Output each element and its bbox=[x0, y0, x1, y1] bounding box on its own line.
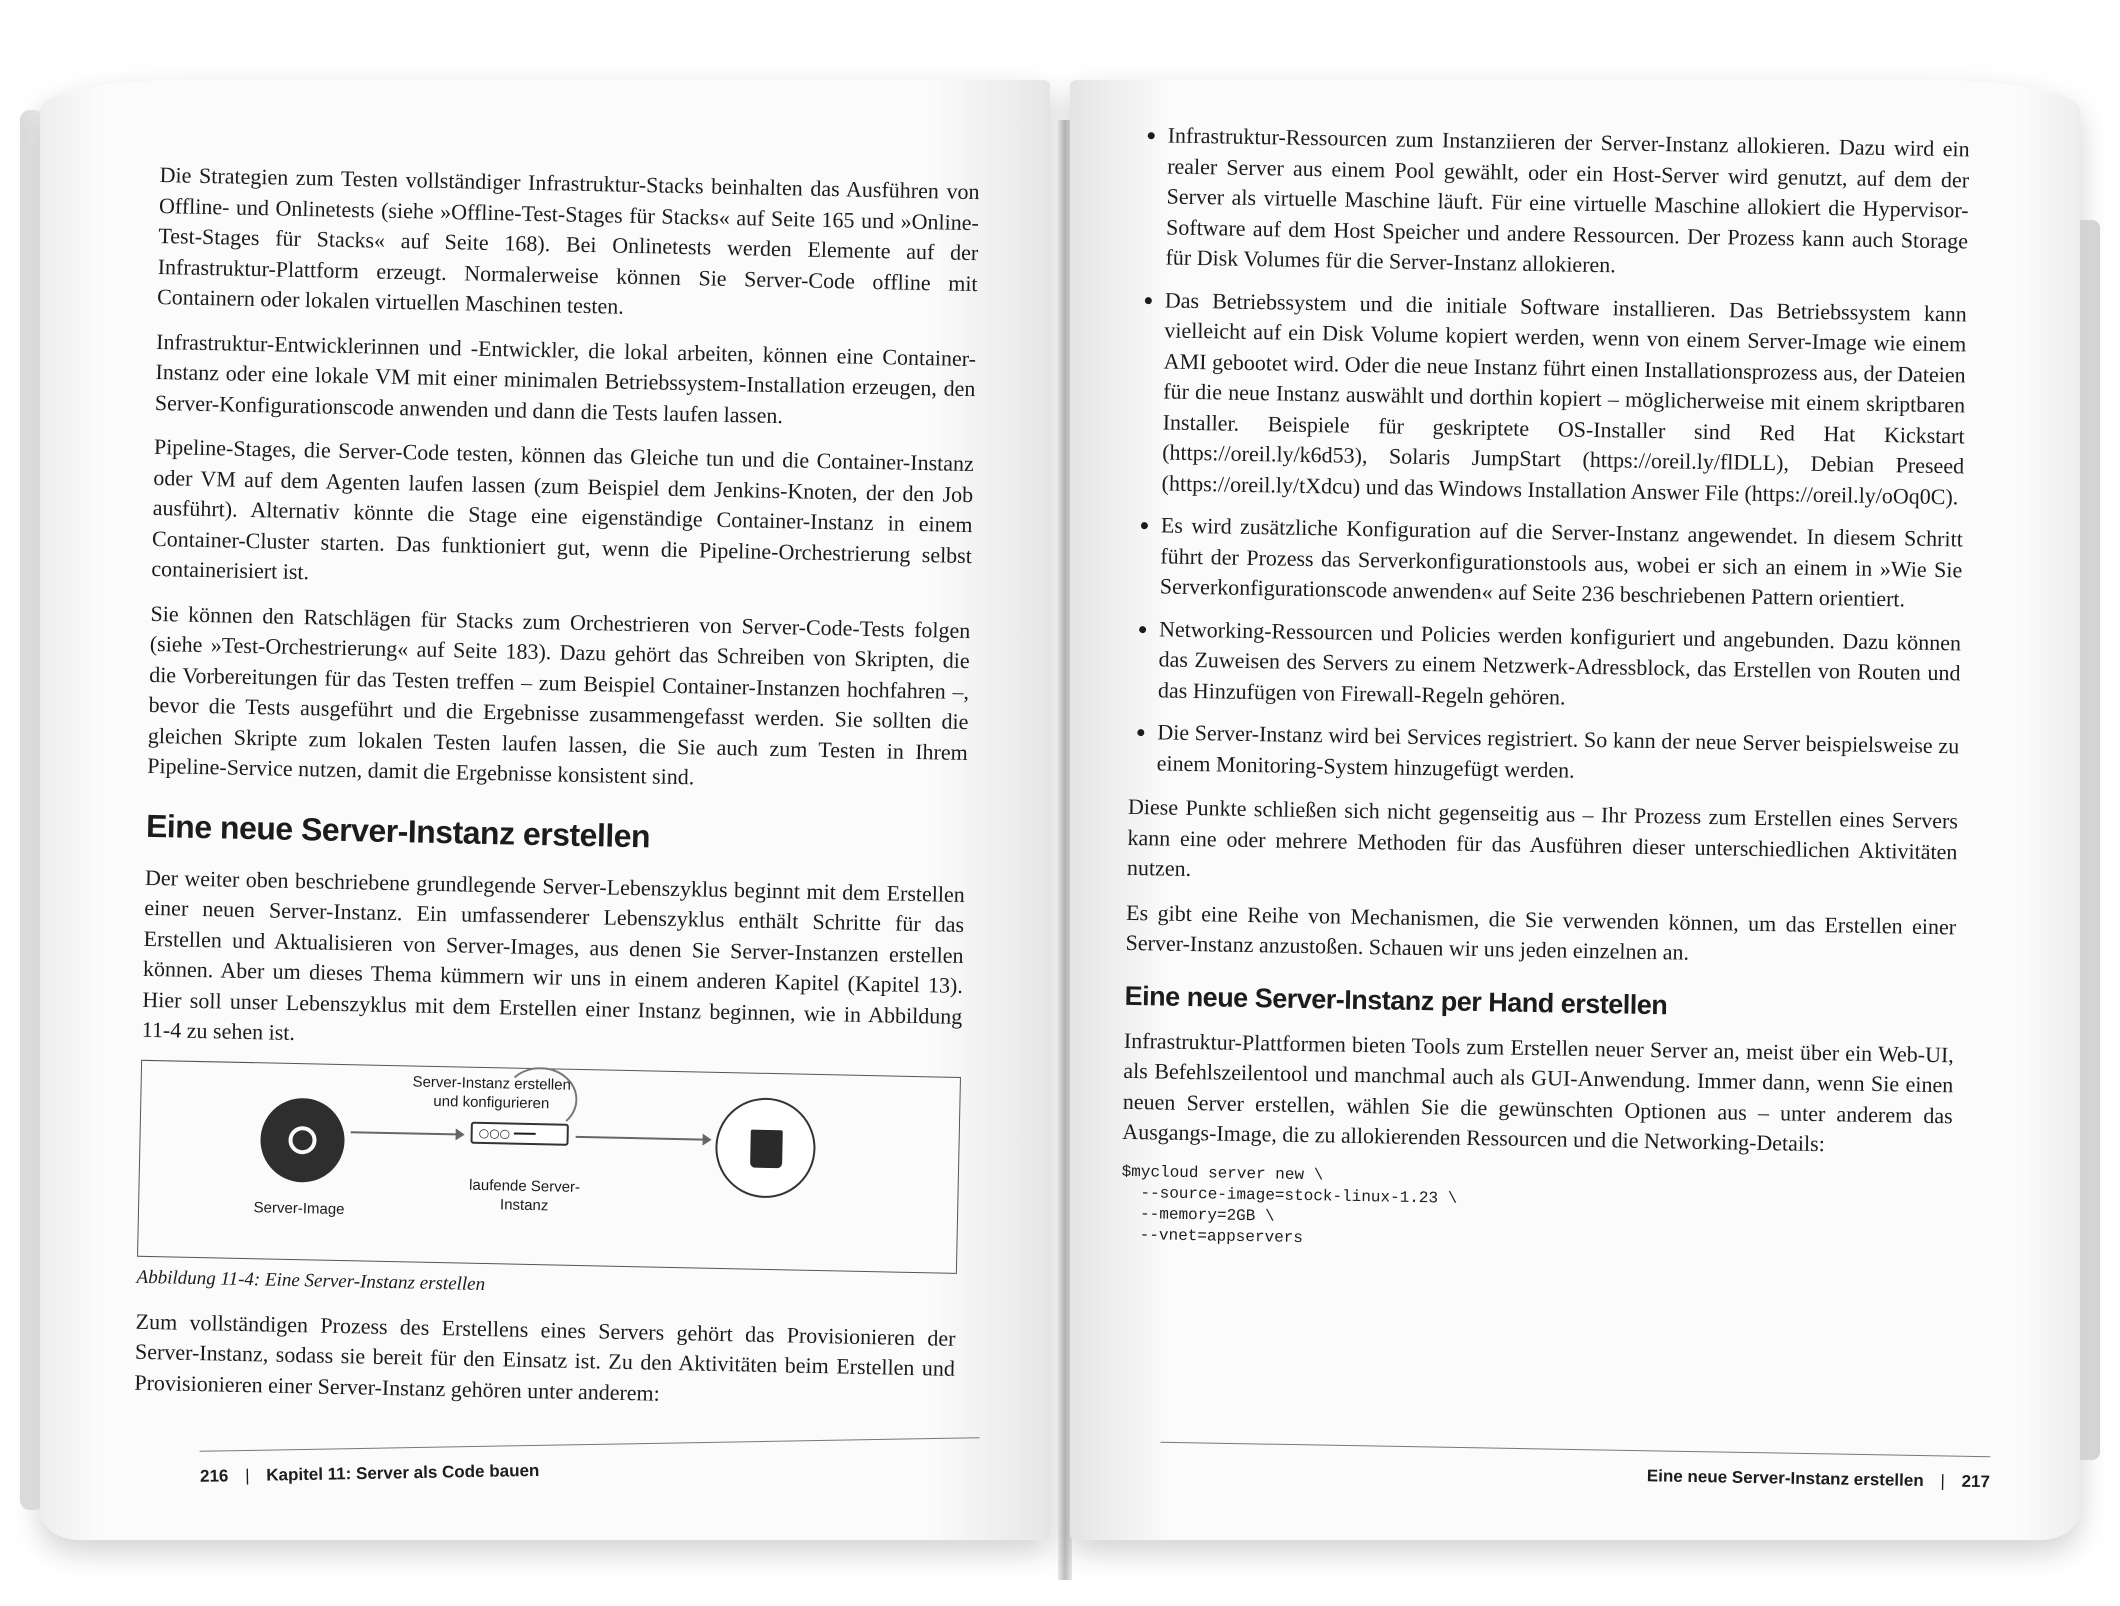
left-page bbox=[40, 80, 1050, 1540]
list-item: • Infrastruktur-Ressourcen zum Instanziieren der Server-Instanz allokieren. Dazu wird ein realer Server aus einem Pool gewählt, oder ein Host-Server wird genutzt, auf dem der Server als virtuelle Maschine läuft. Für eine virtuelle Maschine allokiert die Hypervisor-Software auf dem Host Speicher und andere Ressourcen. Der Prozess kann auch Storage für Disk Volumes für die Server-Instanz allokieren. bbox=[1165, 120, 1970, 286]
footer-separator: | bbox=[1940, 1471, 1946, 1491]
section-heading-manual: Eine neue Server-Instanz per Hand erstellen bbox=[1124, 980, 1668, 1020]
section-intro: Der weiter oben beschriebene grundlegende Server-Lebenszyklus beginnt mit dem Erstellen einer neuen Server-Instanz. Ein umfassenderer Lebenszyklus enthält Schritte für das Erstellen und Aktualisieren von Server-Images, aus denen Sie Server-Instanzen erstellen können. Aber um dieses Thema kümmern wir uns in einem anderen Kapitel (Kapitel 13). Hier soll unser Lebenszyklus mit dem Erstellen einer Instanz beginnen, wie in Abbildung 11-4 zu sehen ist. bbox=[141, 864, 966, 1046]
left-outro: Zum vollständigen Prozess des Erstellens eines Servers gehört das Provisionieren der Server-Instanz, sodass sie bereit für den Einsatz ist. Zu den Aktivitäten beim Erstellen und Provisionieren einer Server-Instanz gehören unter anderem: bbox=[134, 1308, 956, 1406]
right-page-content bbox=[1120, 120, 1970, 1274]
arrow-server-to-trash bbox=[576, 1135, 710, 1140]
figure-label-create-line-1: Server-Instanz erstellen bbox=[412, 1072, 572, 1094]
trash-icon bbox=[714, 1096, 816, 1198]
list-item: • Die Server-Instanz wird bei Services registriert. So kann der neue Server beispielsweise zu einem Monitoring-System hinzugefügt werden. bbox=[1157, 717, 1960, 792]
disc-icon bbox=[260, 1097, 346, 1183]
left-paragraph-3: Pipeline-Stages, die Server-Code testen, können das Gleiche tun und die Container-Instanz oder VM auf dem Agenten laufen lassen (zum Beispiel dem Jenkins-Knoten, der den Job ausführt). Alternativ könnte die Stage eine eigenständige Container-Instanz in einem Container-Cluster starten. Das funktioniert gut, wenn die Pipeline-Orchestrierung selbst containerisiert ist. bbox=[151, 433, 975, 585]
figure-caption: Abbildung 11-4: Eine Server-Instanz erstellen bbox=[136, 1266, 486, 1295]
figure-label-create-line-2: und konfigurieren bbox=[433, 1092, 550, 1112]
chapter-title: Kapitel 11: Server als Code bauen bbox=[266, 1460, 540, 1485]
left-paragraph-2: Infrastruktur-Entwicklerinnen und -Entwickler, die lokal arbeiten, können eine Container-Instanz oder eine lokale VM mit einer minimalen Betriebssystem-Installation erzeugen, den Server-Konfigurationscode anwenden und dann die Tests laufen lassen. bbox=[154, 328, 977, 428]
section-title: Eine neue Server-Instanz erstellen bbox=[1646, 1466, 1924, 1491]
figure-label-image: Server-Image bbox=[253, 1198, 345, 1218]
trash-can-shape bbox=[750, 1129, 783, 1168]
list-item: • Networking-Ressourcen und Policies werden konfiguriert und angebunden. Dazu können das Zuweisen des Servers zu einem Netzwerk-Adressblock, das Erstellen von Routen und das Hinzufügen von Firewall-Regeln gehören. bbox=[1158, 614, 1961, 719]
left-footer bbox=[200, 1453, 980, 1487]
server-icon: ○○○ ━━━ bbox=[470, 1121, 568, 1145]
figure-label-running-line-2: Instanz bbox=[499, 1195, 549, 1214]
section-heading-create-instance: Eine neue Server-Instanz erstellen bbox=[145, 807, 651, 854]
figure-label-running bbox=[439, 1175, 610, 1217]
figure-11-4 bbox=[137, 1059, 961, 1273]
page-number-right: 217 bbox=[1961, 1471, 1991, 1492]
arrow-image-to-server bbox=[351, 1131, 463, 1135]
right-page bbox=[1070, 80, 2080, 1540]
footer-rule bbox=[1160, 1442, 1990, 1457]
list-item: • Das Betriebssystem und die initiale Software installieren. Das Betriebssystem kann vielleicht auf ein Disk Volume kopiert werden, wenn von einem Server-Image wie einem AMI gebootet wird. Oder die neue Instanz führt einen Installationsprozess aus, der Dateien für die neue Instanz auswählt und dorthin kopiert – möglicherweise mit einem skriptbaren Installer. Beispiele für geskriptete OS-Installer sind Red Hat Kickstart (https://oreil.ly/k6d53), Solaris JumpStart (https://oreil.ly/flDLL), Debian Preseed (https://oreil.ly/tXdcu) und das Windows Installation Answer File (https://oreil.ly/oOq0C). bbox=[1161, 285, 1967, 512]
activity-list bbox=[1129, 120, 1970, 792]
figure-label-running-line-1: laufende Server- bbox=[468, 1176, 581, 1196]
code-sample: $mycloud server new \ --source-image=stock-linux-1.23 \ --memory=2GB \ --vnet=appservers bbox=[1120, 1162, 1458, 1247]
right-paragraph-2: Es gibt eine Reihe von Mechanismen, die Sie verwenden können, um das Erstellen einer Server-Instanz anzustoßen. Schauen wir uns jeden einzelnen an. bbox=[1125, 899, 1957, 965]
manual-intro: Infrastruktur-Plattformen bieten Tools zum Erstellen neuer Server an, meist über ein Web-UI, als Befehlszeilentool und manchmal auch als GUI-Anwendung. Immer dann, wenn Sie einen neuen Server erstellen, wählen Sie die gewünschten Optionen aus – unter anderem das Ausgangs-Image, die zu allokierenden Ressourcen und die Networking-Details: bbox=[1122, 1027, 1955, 1157]
footer-rule bbox=[200, 1437, 980, 1452]
left-paragraph-1: Die Strategien zum Testen vollständiger Infrastruktur-Stacks beinhalten das Ausführen von Offline- und Onlinetests (siehe »Offline-Test-Stages für Stacks« auf Seite 165 und »Online-Test-Stages für Stacks« auf Seite 168). Bei Onlinetests werden Elemente auf der Infrastruktur-Plattform erzeugt. Normalerweise können Sie Server-Code offline mit Containern oder lokalen virtuellen Maschinen testen. bbox=[156, 161, 980, 319]
right-paragraph-1: Diese Punkte schließen sich nicht gegenseitig aus – Ihr Prozess zum Erstellen eines Servers kann eine oder mehrere Methoden für das Ausführen dieser unterschiedlichen Aktivitäten nutzen. bbox=[1126, 793, 1959, 882]
left-paragraph-4: Sie können den Ratschlägen für Stacks zum Orchestrieren von Server-Code-Tests folgen (siehe »Test-Orchestrierung« auf Seite 183). Dazu gehört das Schreiben von Skripten, die die Vorbereitungen für das Testen treffen – zum Beispiel Container-Instanzen hochfahren –, bevor die Tests ausgeführt und die Ergebnisse zusammengefasst werden. Sie sollten die gleichen Skripte zum lokalen Testen laufen lassen, die Sie auch zum Testen in Ihrem Pipeline-Service nutzen, damit die Ergebnisse konsistent sind. bbox=[147, 600, 971, 790]
page-number-left: 216 bbox=[199, 1466, 229, 1486]
footer-separator: | bbox=[244, 1465, 250, 1486]
left-page-content bbox=[134, 160, 980, 1429]
right-footer bbox=[1160, 1458, 1990, 1492]
figure-label-create bbox=[391, 1072, 592, 1114]
list-item: • Es wird zusätzliche Konfiguration auf die Server-Instanz angewendet. In diesem Schritt führt der Prozess das Serverkonfigurationstools aus, wobei er sich an einem in »Wie Sie Serverkonfigurationscode anwenden« auf Seite 236 beschriebenen Pattern orientiert. bbox=[1160, 510, 1963, 615]
